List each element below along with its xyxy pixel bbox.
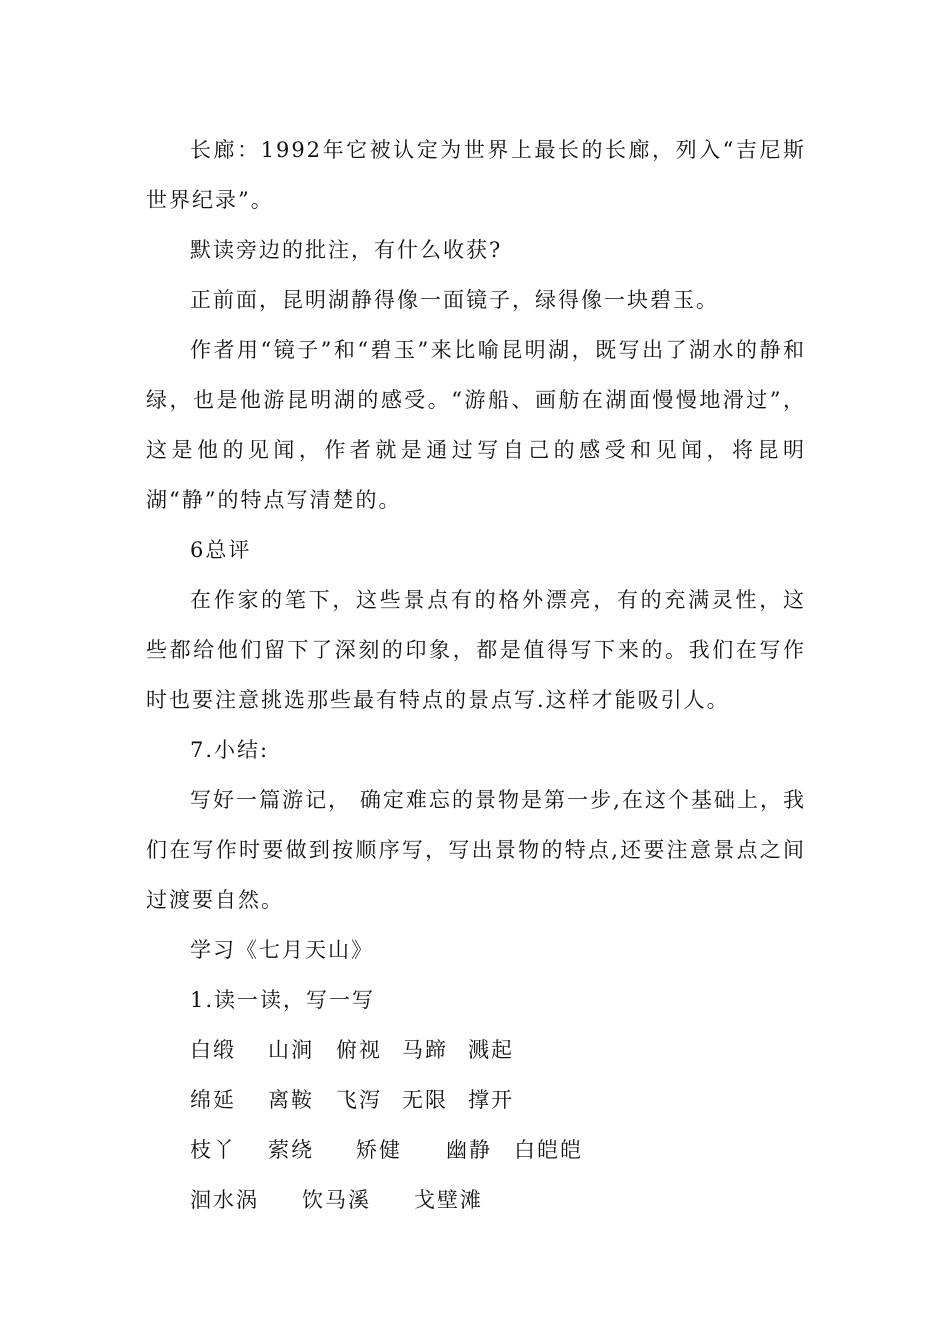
heading-summary-review: 6总评 — [190, 538, 252, 562]
vocab-word: 离鞍 — [268, 1088, 314, 1112]
vocab-word: 白皑皑 — [514, 1138, 583, 1162]
paragraph-metaphor-analysis: 作者用“镜子”和“碧玉”来比喻昆明湖，既写出了湖水的静和绿，也是他游昆明湖的感受。“游船、画舫在湖面慢慢地滑过”，这是他的见闻，作者就是通过写自己的感受和见闻，将昆明湖“静”的特点写清楚的。 — [146, 338, 806, 512]
vocab-word: 枝丫 — [190, 1138, 236, 1162]
vocab-word: 戈壁滩 — [414, 1188, 483, 1212]
vocab-word: 俯视 — [336, 1038, 382, 1062]
vocab-word: 马蹄 — [402, 1038, 448, 1062]
vocab-word: 山涧 — [268, 1038, 314, 1062]
vocab-word: 幽静 — [446, 1138, 492, 1162]
vocab-word: 溅起 — [468, 1038, 514, 1062]
vocab-word: 饮马溪 — [302, 1188, 371, 1212]
vocab-word: 撑开 — [468, 1088, 514, 1112]
heading-conclusion: 7.小结: — [190, 738, 270, 762]
paragraph-conclusion: 写好一篇游记， 确定难忘的景物是第一步,在这个基础上，我们在写作时要做到按顺序写，写出景物的特点,还要注意景点之间过渡要自然。 — [146, 788, 806, 912]
paragraph-long-corridor: 长廊：1992年它被认定为世界上最长的长廊，列入“吉尼斯世界纪录”。 — [146, 138, 806, 212]
vocab-word: 矫健 — [356, 1138, 402, 1162]
paragraph-reading-question: 默读旁边的批注，有什么收获? — [190, 238, 503, 262]
vocab-word: 白缎 — [190, 1038, 236, 1062]
paragraph-summary-review: 在作家的笔下，这些景点有的格外漂亮，有的充满灵性，这些都给他们留下了深刻的印象，都是值得写下来的。我们在写作时也要注意挑选那些最有特点的景点写.这样才能吸引人。 — [146, 588, 806, 712]
vocab-word: 无限 — [402, 1088, 448, 1112]
heading-study-text: 学习《七月天山》 — [190, 938, 374, 962]
vocab-word: 飞泻 — [336, 1088, 382, 1112]
heading-read-write: 1.读一读，写一写 — [190, 988, 376, 1012]
paragraph-kunming-lake: 正前面，昆明湖静得像一面镜子，绿得像一块碧玉。 — [190, 288, 719, 312]
vocab-word: 绵延 — [190, 1088, 236, 1112]
vocab-word: 萦绕 — [268, 1138, 314, 1162]
vocab-word: 洄水涡 — [190, 1188, 259, 1212]
